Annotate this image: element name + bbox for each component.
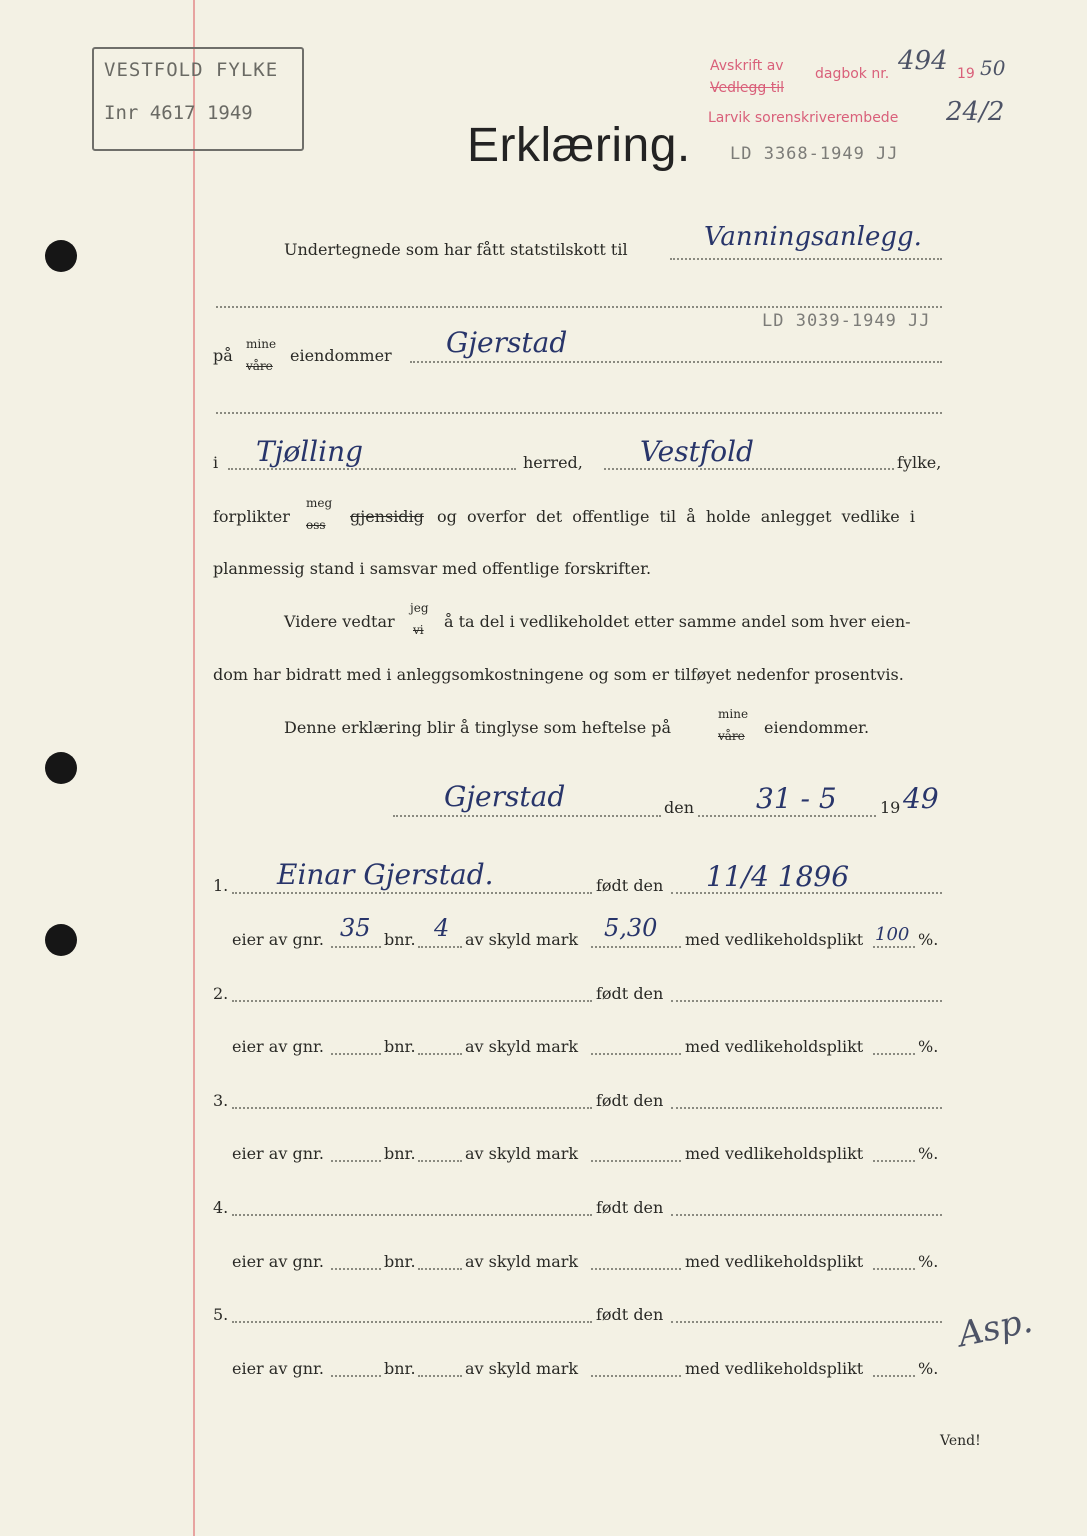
vare-option-2: våre <box>718 729 745 743</box>
videre-label: Videre vedtar <box>284 612 395 631</box>
pct-label: %. <box>918 1037 939 1056</box>
pct-label: %. <box>918 1359 939 1378</box>
bnr-label: bnr. <box>384 1037 416 1056</box>
initials: Asp. <box>954 1300 1036 1356</box>
dotted-line <box>393 815 661 817</box>
skyld-label: av skyld mark <box>465 1144 579 1163</box>
skyld-label: av skyld mark <box>465 930 579 949</box>
vedl-label: med vedlikeholdsplikt <box>685 1144 864 1163</box>
skyld-label: av skyld mark <box>465 1037 579 1056</box>
subsidy-purpose: Vanningsanlegg. <box>704 222 922 252</box>
dotted-line <box>232 1321 592 1323</box>
dotted-line <box>671 1214 942 1216</box>
gjensidig-struck: gjensidig <box>350 507 424 526</box>
owner-pct: 100 <box>875 924 910 945</box>
ld-stamp-2: LD 3039-1949 JJ <box>762 311 931 331</box>
dotted-line <box>216 412 942 414</box>
planmessig-text: planmessig stand i samsvar med offentlige forskrifter. <box>213 559 652 578</box>
dotted-line <box>671 1321 942 1323</box>
vedl-label: med vedlikeholdsplikt <box>685 1252 864 1271</box>
page-title: Erklæring. <box>467 119 691 172</box>
vare-option: våre <box>246 359 273 373</box>
eier-label: eier av gnr. <box>232 1144 324 1163</box>
year-prefix: 19 <box>880 798 901 817</box>
pa-label: på <box>213 346 233 365</box>
journal-date: 24/2 <box>946 97 1005 127</box>
eier-label: eier av gnr. <box>232 1359 324 1378</box>
owner-name: Einar Gjerstad. <box>277 858 494 891</box>
dotted-line <box>873 946 915 948</box>
property-name: Gjerstad <box>446 326 568 359</box>
owner-number: 1. <box>213 876 229 895</box>
i-label: i <box>213 453 219 472</box>
dotted-line <box>698 815 876 817</box>
dotted-line <box>331 1160 381 1162</box>
dom-text: dom har bidratt med i anleggsomkostningene og som er tilføyet nedenfor prosentvis. <box>213 665 904 684</box>
obligation-text: og overfor det offentlige til å holde anlegget vedlike i <box>437 507 915 526</box>
journal-line2: Vedlegg til <box>710 80 784 96</box>
eier-label: eier av gnr. <box>232 1037 324 1056</box>
stamp-line1: VESTFOLD FYLKE <box>104 59 279 81</box>
dotted-line <box>232 892 592 894</box>
stamp-line2: Inr 4617 1949 <box>104 102 253 124</box>
eiendommer-label: eiendommer <box>290 346 392 365</box>
bnr-label: bnr. <box>384 930 416 949</box>
dotted-line <box>216 306 942 308</box>
dotted-line <box>873 1375 915 1377</box>
vedl-label: med vedlikeholdsplikt <box>685 1037 864 1056</box>
dotted-line <box>873 1160 915 1162</box>
fodt-label: født den <box>596 1198 664 1217</box>
margin-line <box>193 0 195 1536</box>
fodt-label: født den <box>596 984 664 1003</box>
dotted-line <box>331 1268 381 1270</box>
punch-hole <box>45 240 77 272</box>
owner-number: 3. <box>213 1091 229 1110</box>
eiendommer-end: eiendommer. <box>764 718 870 737</box>
pct-label: %. <box>918 1252 939 1271</box>
vedl-label: med vedlikeholdsplikt <box>685 930 864 949</box>
dotted-line <box>418 1160 462 1162</box>
fodt-label: født den <box>596 876 664 895</box>
dotted-line <box>418 1375 462 1377</box>
dotted-line <box>228 468 516 470</box>
journal-office: Larvik sorenskriverembede <box>708 110 899 126</box>
fylke-value: Vestfold <box>640 435 754 468</box>
dotted-line <box>591 1375 681 1377</box>
dotted-line <box>418 1053 462 1055</box>
owner-number: 2. <box>213 984 229 1003</box>
pct-label: %. <box>918 930 939 949</box>
dotted-line <box>418 946 462 948</box>
dotted-line <box>670 258 942 260</box>
skyld-label: av skyld mark <box>465 1252 579 1271</box>
journal-year-printed: 19 <box>957 66 975 82</box>
dotted-line <box>591 1053 681 1055</box>
den-label: den <box>664 798 695 817</box>
vend-note: Vend! <box>940 1433 981 1449</box>
oss-option: oss <box>306 518 326 532</box>
eier-label: eier av gnr. <box>232 930 324 949</box>
skyld-label: av skyld mark <box>465 1359 579 1378</box>
meg-option: meg <box>306 496 333 510</box>
dotted-line <box>410 361 942 363</box>
bnr-label: bnr. <box>384 1252 416 1271</box>
forplikter-label: forplikter <box>213 507 290 526</box>
dotted-line <box>232 1107 592 1109</box>
owner-bnr: 4 <box>434 914 450 942</box>
pct-label: %. <box>918 1144 939 1163</box>
jeg-option: jeg <box>410 601 429 615</box>
mine-option-2: mine <box>718 707 749 721</box>
owner-number: 5. <box>213 1305 229 1324</box>
vedl-label: med vedlikeholdsplikt <box>685 1359 864 1378</box>
mine-option: mine <box>246 337 277 351</box>
owner-mark: 5,30 <box>604 914 658 942</box>
dotted-line <box>604 468 894 470</box>
journal-dagbok-number: 494 <box>898 46 948 76</box>
dotted-line <box>671 1000 942 1002</box>
owner-gnr: 35 <box>340 914 371 942</box>
owner-born: 11/4 1896 <box>706 860 850 893</box>
herred-value: Tjølling <box>256 435 364 468</box>
denne-text: Denne erklæring blir å tinglyse som heftelse på <box>284 718 672 737</box>
dotted-line <box>591 1160 681 1162</box>
dotted-line <box>331 946 381 948</box>
registration-stamp <box>92 47 304 151</box>
eier-label: eier av gnr. <box>232 1252 324 1271</box>
herred-label: herred, <box>523 453 583 472</box>
bnr-label: bnr. <box>384 1359 416 1378</box>
fylke-label: fylke, <box>897 453 942 472</box>
dotted-line <box>591 946 681 948</box>
owner-number: 4. <box>213 1198 229 1217</box>
journal-dagbok-label: dagbok nr. <box>815 66 890 82</box>
subsidy-lead: Undertegnede som har fått statstilskott til <box>284 240 628 259</box>
journal-year-written: 50 <box>980 56 1006 80</box>
dotted-line <box>232 1214 592 1216</box>
dotted-line <box>873 1268 915 1270</box>
dotted-line <box>331 1375 381 1377</box>
fodt-label: født den <box>596 1305 664 1324</box>
dotted-line <box>591 1268 681 1270</box>
videre-text: å ta del i vedlikeholdet etter samme andel som hver eien- <box>444 612 911 631</box>
vi-option: vi <box>413 623 424 637</box>
ld-stamp-1: LD 3368-1949 JJ <box>730 144 899 164</box>
dotted-line <box>873 1053 915 1055</box>
dotted-line <box>418 1268 462 1270</box>
punch-hole <box>45 752 77 784</box>
signing-date: 31 - 5 <box>756 782 837 815</box>
signing-place: Gjerstad <box>444 780 566 813</box>
dotted-line <box>232 1000 592 1002</box>
journal-line1: Avskrift av <box>710 58 784 74</box>
signing-year: 49 <box>903 782 939 815</box>
dotted-line <box>671 1107 942 1109</box>
fodt-label: født den <box>596 1091 664 1110</box>
dotted-line <box>331 1053 381 1055</box>
punch-hole <box>45 924 77 956</box>
bnr-label: bnr. <box>384 1144 416 1163</box>
